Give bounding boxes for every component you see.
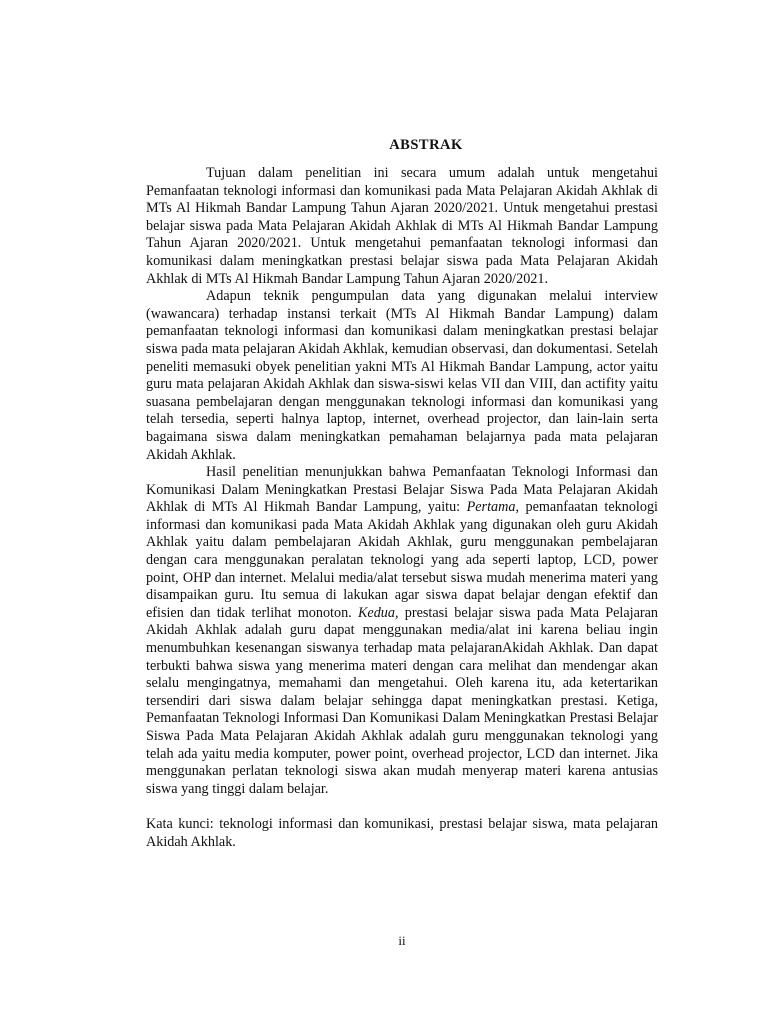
results-second-text: , prestasi belajar siswa pada Mata Pelajaran Akidah Akhlak adalah guru dapat menggunakan media/alat ini karena beliau ingin menumbuhkan kesenangan siswanya terhadap mata pelajaranAkidah Akhlak. Dan dapat terbukti bahwa siswa yang menerima materi dengan cara melihat dan mendengar akan selalu mengingatnya, memahami dan mengetahui. Oleh karena itu, ada ketertarikan tersendiri dari siswa dalam belajar sehingga dapat meningkatkan prestasi. Ketiga, Pemanfaatan Teknologi Informasi Dan Komunikasi Dalam Meningkatkan Prestasi Belajar Siswa Pada Mata Pelajaran Akidah Akhlak adalah guru menggunakan teknologi yang telah ada yaitu media komputer, power point, overhead projector, LCD dan internet. Jika menggunakan perlatan teknologi siswa akan mudah menyerap materi karena antusias siswa yang tinggi dalam belajar. xyxy=(146,604,659,797)
paragraph-purpose: Tujuan dalam penelitian ini secara umum adalah untuk mengetahui Pemanfaatan teknologi informasi dan komunikasi pada Mata Pelajaran Akidah Akhlak di MTs Al Hikmah Bandar Lampung Tahun Ajaran 2020/2021. Untuk mengetahui prestasi belajar siswa pada Mata Pelajaran Akidah Akhlak di MTs Al Hikmah Bandar Lampung Tahun Ajaran 2020/2021. Untuk mengetahui pemanfaatan teknologi informasi dan komunikasi dalam meningkatkan prestasi belajar siswa pada Mata Pelajaran Akidah Akhlak di MTs Al Hikmah Bandar Lampung Tahun Ajaran 2020/2021. xyxy=(146,165,658,287)
results-intro: Hasil penelitian menunjukkan bahwa Pemanfaatan Teknologi Informasi dan Komunikasi Dalam Meningkatkan Prestasi Belajar Siswa Pada Mata Pelajaran Akidah Akhlak di MTs Al Hikmah Bandar Lampung, yaitu: xyxy=(146,464,658,516)
paragraph-results xyxy=(146,464,658,798)
abstract-body xyxy=(146,165,658,851)
results-first-label: Pertama xyxy=(466,499,516,516)
results-second-label: Kedua xyxy=(357,604,395,621)
abstract-title: ABSTRAK xyxy=(389,137,463,153)
paragraph-method: Adapun teknik pengumpulan data yang digunakan melalui interview (wawancara) terhadap instansi terkait (MTs Al Hikmah Bandar Lampung) dalam pemanfaatan teknologi informasi dan komunikasi dalam meningkatkan prestasi belajar siswa pada mata pelajaran Akidah Akhlak, kemudian observasi, dan dokumentasi. Setelah peneliti memasuki obyek penelitian yakni MTs Al Hikmah Bandar Lampung, actor yaitu guru mata pelajaran Akidah Akhlak dan siswa-siswi kelas VII dan VIII, dan actifity yaitu suasana pembelajaran dengan menggunakan teknologi informasi dan komunikasi yang telah tersedia, seperti halnya laptop, internet, overhead projector, dan lain-lain serta bagaimana siswa dalam meningkatkan pemahaman belajarnya pada mata pelajaran Akidah Akhlak. xyxy=(146,288,658,463)
results-first-text: , pemanfaatan teknologi informasi dan komunikasi pada Mata Akidah Akhlak yang digunakan oleh guru Akidah Akhlak yaitu dalam pembelajaran Akidah Akhlak, guru menggunakan pembelajaran dengan cara menggunakan peralatan teknologi yang ada seperti laptop, LCD, power point, OHP dan internet. Melalui media/alat tersebut siswa mudah menerima materi yang disampaikan guru. Itu semua di lakukan agar siswa dapat belajar dengan efektif dan efisien dan tidak terlihat monoton. xyxy=(146,499,658,621)
keywords: Kata kunci: teknologi informasi dan komunikasi, prestasi belajar siswa, mata pelajaran Akidah Akhlak. xyxy=(146,815,658,850)
page-number: ii xyxy=(398,933,406,948)
